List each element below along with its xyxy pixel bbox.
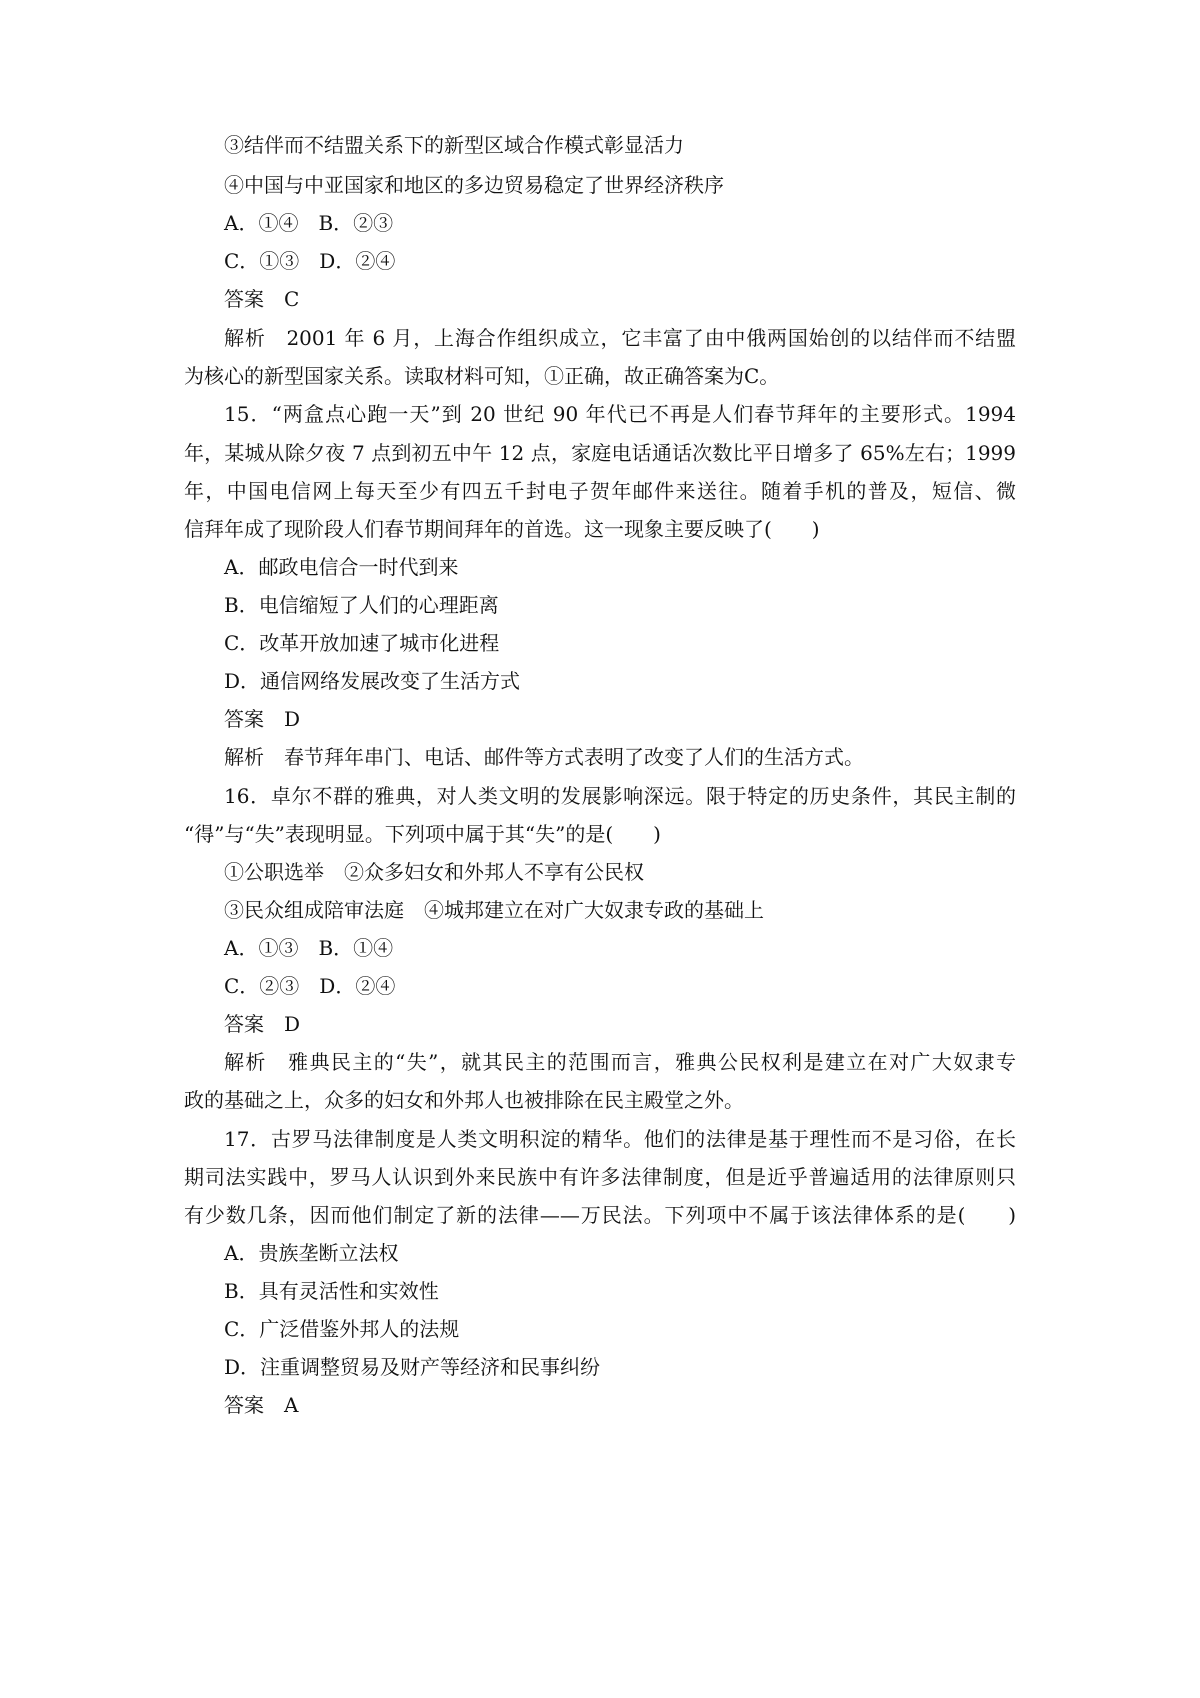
q14-answer: 答案 C xyxy=(224,287,300,311)
q15-stem-line-3: 年，中国电信网上每天至少有四五千封电子贺年邮件来送往。随着手机的普及，短信、微 xyxy=(184,479,1016,503)
q14-analysis-line-2: 为核心的新型国家关系。读取材料可知，①正确，故正确答案为C。 xyxy=(184,364,780,388)
q16-answer: 答案 D xyxy=(224,1012,301,1036)
q14-analysis-line-1: 解析 2001 年 6 月，上海合作组织成立，它丰富了由中俄两国始创的以结伴而不结盟 xyxy=(224,326,1016,350)
q15-stem-line-1: 15．“两盒点心跑一天”到 20 世纪 90 年代已不再是人们春节拜年的主要形式。1994 xyxy=(224,402,1016,426)
q17-stem-line-2: 期司法实践中，罗马人认识到外来民族中有许多法律制度，但是近乎普遍适用的法律原则只 xyxy=(184,1165,1016,1189)
q17-option-c: C．广泛借鉴外邦人的法规 xyxy=(224,1317,460,1341)
q15-analysis: 解析 春节拜年串门、电话、邮件等方式表明了改变了人们的生活方式。 xyxy=(224,745,864,769)
q16-stem-line-2: “得”与“失”表现明显。下列项中属于其“失”的是( ) xyxy=(184,822,661,846)
q16-stem-line-1: 16．卓尔不群的雅典，对人类文明的发展影响深远。限于特定的历史条件，其民主制的 xyxy=(224,784,1016,808)
q16-items-1-2: ①公职选举 ②众多妇女和外邦人不享有公民权 xyxy=(224,860,644,884)
q14-choices-ab: A．①④ B．②③ xyxy=(224,211,394,235)
q15-stem-line-2: 年，某城从除夕夜 7 点到初五中午 12 点，家庭电话通话次数比平日增多了 65%左右；1999 xyxy=(184,441,1016,465)
q15-option-c: C．改革开放加速了城市化进程 xyxy=(224,631,500,655)
q17-answer: 答案 A xyxy=(224,1393,299,1417)
q14-option-3: ③结伴而不结盟关系下的新型区域合作模式彰显活力 xyxy=(224,133,684,157)
q17-option-a: A．贵族垄断立法权 xyxy=(224,1241,399,1265)
q17-option-b: B．具有灵活性和实效性 xyxy=(224,1279,439,1303)
q16-choices-ab: A．①③ B．①④ xyxy=(224,936,394,960)
q17-stem-line-1: 17．古罗马法律制度是人类文明积淀的精华。他们的法律是基于理性而不是习俗，在长 xyxy=(224,1127,1016,1151)
q15-stem-line-4: 信拜年成了现阶段人们春节期间拜年的首选。这一现象主要反映了( ) xyxy=(184,517,820,541)
q16-items-3-4: ③民众组成陪审法庭 ④城邦建立在对广大奴隶专政的基础上 xyxy=(224,898,764,922)
q17-stem-line-3: 有少数几条，因而他们制定了新的法律——万民法。下列项中不属于该法律体系的是( ) xyxy=(184,1203,1016,1227)
q14-choices-cd: C．①③ D．②④ xyxy=(224,249,396,273)
q14-option-4: ④中国与中亚国家和地区的多边贸易稳定了世界经济秩序 xyxy=(224,173,724,197)
q16-analysis-line-1: 解析 雅典民主的“失”，就其民主的范围而言，雅典公民权利是建立在对广大奴隶专 xyxy=(224,1050,1016,1074)
q17-option-d: D．注重调整贸易及财产等经济和民事纠纷 xyxy=(224,1355,601,1379)
q15-option-b: B．电信缩短了人们的心理距离 xyxy=(224,593,499,617)
q16-analysis-line-2: 政的基础之上，众多的妇女和外邦人也被排除在民主殿堂之外。 xyxy=(184,1088,744,1112)
q16-choices-cd: C．②③ D．②④ xyxy=(224,974,396,998)
q15-option-d: D．通信网络发展改变了生活方式 xyxy=(224,669,521,693)
q15-answer: 答案 D xyxy=(224,707,301,731)
q15-option-a: A．邮政电信合一时代到来 xyxy=(224,555,459,579)
